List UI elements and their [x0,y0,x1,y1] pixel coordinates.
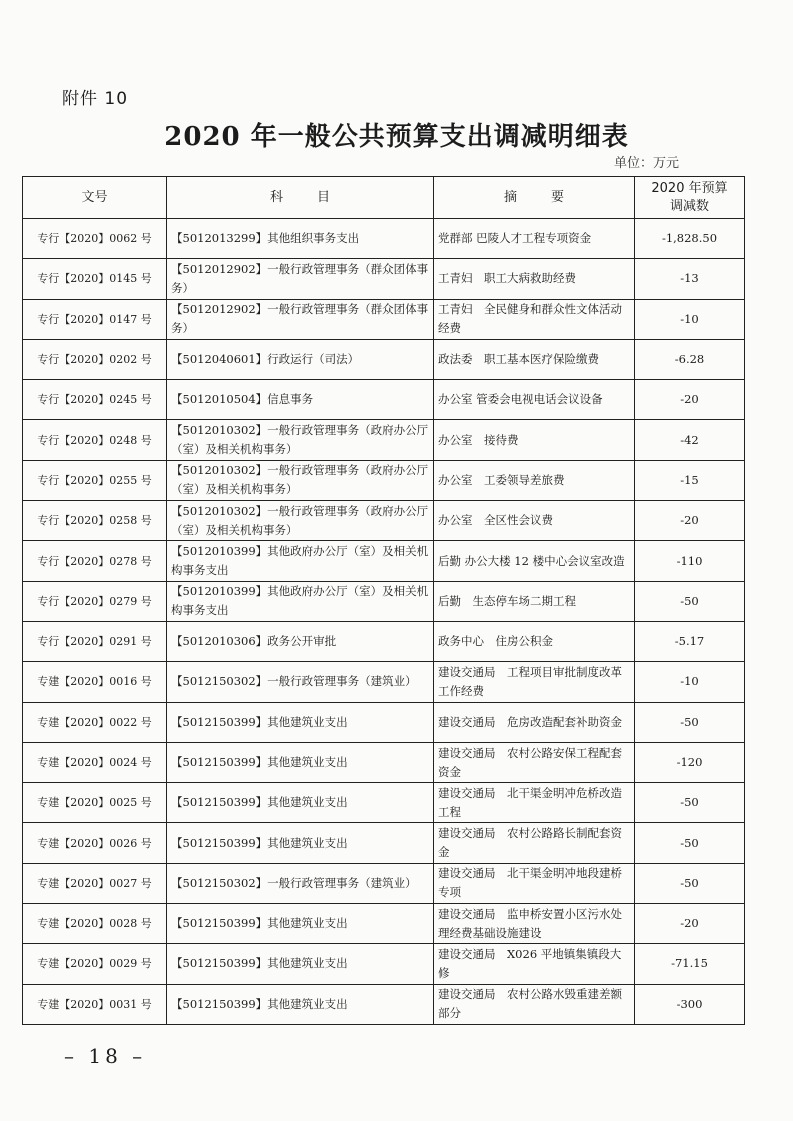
cell-amount: -20 [635,904,745,944]
table-row [23,501,745,541]
cell-doc-no: 专行【2020】0255 号 [23,460,167,500]
cell-doc-no: 专建【2020】0028 号 [23,904,167,944]
cell-doc-no: 专建【2020】0016 号 [23,662,167,702]
header-abstract-char-2: 要 [551,190,565,205]
unit-label: 单位：万元 [614,156,680,171]
cell-amount: -42 [635,420,745,460]
header-abstract-char-1: 摘 [503,190,517,205]
cell-subject: 【5012150399】其他建筑业支出 [167,984,434,1024]
cell-subject: 【5012012902】一般行政管理事务（群众团体事务） [167,259,434,299]
cell-abstract: 工青妇 全民健身和群众性文体活动经费 [434,299,635,339]
table-row [23,904,745,944]
table-row [23,339,745,379]
cell-amount: -10 [635,299,745,339]
header-doc-no: 文号 [23,177,167,219]
cell-abstract: 办公室 管委会电视电话会议设备 [434,380,635,420]
attachment-label: 附件 10 [62,89,129,109]
cell-subject: 【5012010504】信息事务 [167,380,434,420]
table-row [23,219,745,259]
cell-abstract: 办公室 接待费 [434,420,635,460]
cell-doc-no: 专行【2020】0202 号 [23,339,167,379]
header-abstract [434,177,635,219]
table-body [23,219,745,1025]
header-subject-char-2: 目 [317,190,331,205]
cell-amount: -50 [635,863,745,903]
table-row [23,783,745,823]
cell-subject: 【5012150399】其他建筑业支出 [167,702,434,742]
cell-amount: -13 [635,259,745,299]
cell-amount: -71.15 [635,944,745,984]
cell-doc-no: 专建【2020】0027 号 [23,863,167,903]
cell-abstract: 建设交通局 北干渠金明冲危桥改造工程 [434,783,635,823]
cell-abstract: 政务中心 住房公积金 [434,621,635,661]
cell-doc-no: 专建【2020】0024 号 [23,742,167,782]
cell-abstract: 建设交通局 监申桥安置小区污水处理经费基础设施建设 [434,904,635,944]
page-number: – 18 – [64,1044,147,1068]
cell-abstract: 建设交通局 农村公路安保工程配套资金 [434,742,635,782]
page-title: 2020 年一般公共预算支出调减明细表 [164,122,629,152]
cell-doc-no: 专建【2020】0031 号 [23,984,167,1024]
cell-amount: -300 [635,984,745,1024]
cell-subject: 【5012150399】其他建筑业支出 [167,823,434,863]
cell-subject: 【5012150302】一般行政管理事务（建筑业） [167,863,434,903]
cell-abstract: 建设交通局 北干渠金明冲地段建桥专项 [434,863,635,903]
cell-abstract: 后勤 办公大楼 12 楼中心会议室改造 [434,541,635,581]
table-row [23,380,745,420]
table-row [23,299,745,339]
cell-abstract: 建设交通局 农村公路路长制配套资金 [434,823,635,863]
cell-subject: 【5012150399】其他建筑业支出 [167,944,434,984]
cell-amount: -5.17 [635,621,745,661]
cell-doc-no: 专建【2020】0022 号 [23,702,167,742]
cell-amount: -50 [635,823,745,863]
cell-subject: 【5012010399】其他政府办公厅（室）及相关机构事务支出 [167,581,434,621]
header-amount-line2: 调减数 [669,198,709,214]
cell-amount: -15 [635,460,745,500]
cell-doc-no: 专行【2020】0145 号 [23,259,167,299]
cell-amount: -120 [635,742,745,782]
cell-abstract: 工青妇 职工大病救助经费 [434,259,635,299]
budget-table [22,176,745,1025]
table-row [23,944,745,984]
cell-doc-no: 专建【2020】0026 号 [23,823,167,863]
cell-subject: 【5012010399】其他政府办公厅（室）及相关机构事务支出 [167,541,434,581]
header-subject [167,177,434,219]
cell-abstract: 建设交通局 X026 平地镇集镇段大修 [434,944,635,984]
cell-subject: 【5012150399】其他建筑业支出 [167,783,434,823]
cell-subject: 【5012012902】一般行政管理事务（群众团体事务） [167,299,434,339]
table-row [23,259,745,299]
cell-subject: 【5012150302】一般行政管理事务（建筑业） [167,662,434,702]
cell-amount: -50 [635,581,745,621]
cell-amount: -110 [635,541,745,581]
cell-subject: 【5012150399】其他建筑业支出 [167,904,434,944]
cell-doc-no: 专建【2020】0025 号 [23,783,167,823]
cell-doc-no: 专行【2020】0278 号 [23,541,167,581]
cell-doc-no: 专行【2020】0248 号 [23,420,167,460]
table-row [23,984,745,1024]
cell-amount: -50 [635,783,745,823]
table-row [23,742,745,782]
cell-amount: -20 [635,501,745,541]
table-header-row [23,177,745,219]
cell-amount: -20 [635,380,745,420]
table-row [23,863,745,903]
table-row [23,823,745,863]
table-row [23,420,745,460]
cell-amount: -6.28 [635,339,745,379]
table-row [23,662,745,702]
table-row [23,541,745,581]
table-row [23,702,745,742]
cell-subject: 【5012010302】一般行政管理事务（政府办公厅（室）及相关机构事务） [167,501,434,541]
cell-doc-no: 专建【2020】0029 号 [23,944,167,984]
cell-doc-no: 专行【2020】0062 号 [23,219,167,259]
cell-amount: -1,828.50 [635,219,745,259]
cell-amount: -50 [635,702,745,742]
cell-subject: 【5012010306】政务公开审批 [167,621,434,661]
cell-doc-no: 专行【2020】0279 号 [23,581,167,621]
cell-subject: 【5012040601】行政运行（司法） [167,339,434,379]
table-row [23,581,745,621]
cell-abstract: 办公室 工委领导差旅费 [434,460,635,500]
cell-doc-no: 专行【2020】0147 号 [23,299,167,339]
cell-abstract: 政法委 职工基本医疗保险缴费 [434,339,635,379]
table-row [23,460,745,500]
cell-abstract: 后勤 生态停车场二期工程 [434,581,635,621]
cell-subject: 【5012150399】其他建筑业支出 [167,742,434,782]
table-row [23,621,745,661]
cell-doc-no: 专行【2020】0291 号 [23,621,167,661]
cell-abstract: 办公室 全区性会议费 [434,501,635,541]
header-amount [635,177,745,219]
cell-abstract: 建设交通局 农村公路水毁重建差额部分 [434,984,635,1024]
cell-abstract: 建设交通局 危房改造配套补助资金 [434,702,635,742]
cell-abstract: 党群部 巴陵人才工程专项资金 [434,219,635,259]
cell-doc-no: 专行【2020】0245 号 [23,380,167,420]
cell-doc-no: 专行【2020】0258 号 [23,501,167,541]
cell-abstract: 建设交通局 工程项目审批制度改革工作经费 [434,662,635,702]
header-subject-char-1: 科 [269,190,283,205]
cell-subject: 【5012010302】一般行政管理事务（政府办公厅（室）及相关机构事务） [167,460,434,500]
cell-subject: 【5012013299】其他组织事务支出 [167,219,434,259]
cell-subject: 【5012010302】一般行政管理事务（政府办公厅（室）及相关机构事务） [167,420,434,460]
cell-amount: -10 [635,662,745,702]
header-amount-line1: 2020 年预算 [651,180,728,196]
